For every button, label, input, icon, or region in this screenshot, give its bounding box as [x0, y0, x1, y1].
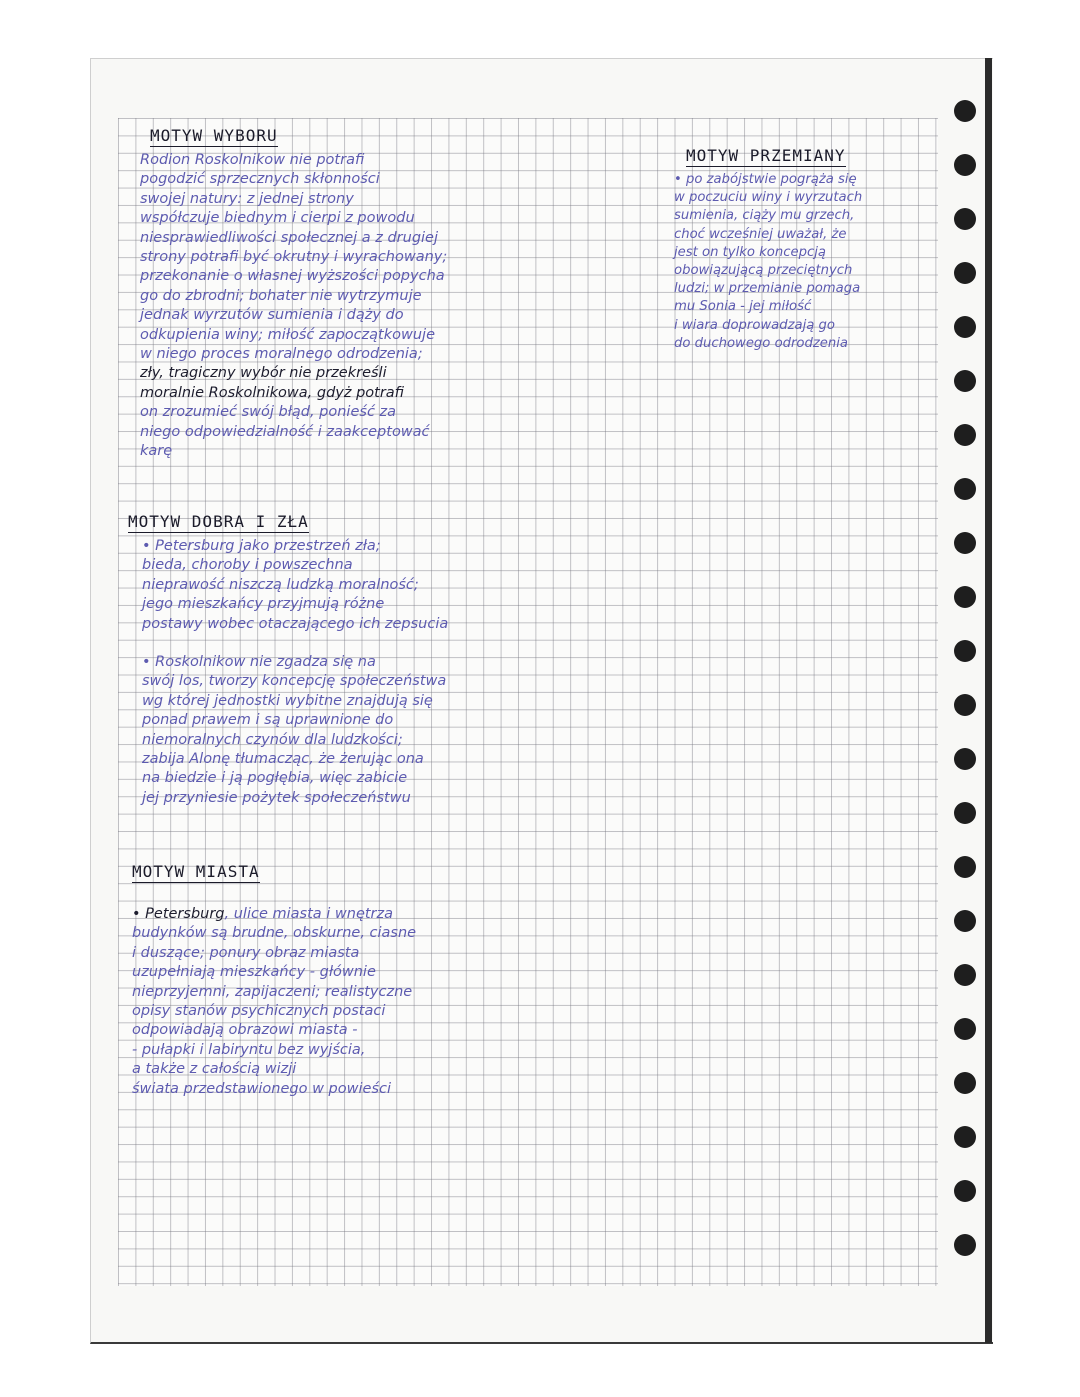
section-body: [132, 905, 416, 1099]
binding-hole: [954, 694, 976, 716]
text-line: , ulice miasta i wnętrza: [224, 906, 394, 922]
text-line: nieprawość niszczą ludzką moralność;: [142, 576, 419, 593]
text-line: Rodion Roskolnikow nie potrafi: [140, 152, 365, 168]
binding-hole: [954, 748, 976, 770]
highlight-line: zły, tragiczny wybór nie przekreśli: [140, 365, 387, 382]
text-line: strony potrafi być okrutny i wyrachowany;: [140, 249, 448, 266]
text-line: jednak wyrzutów sumienia i dąży do: [140, 307, 404, 324]
text-line: jej przyniesie pożytek społeczeństwu: [142, 789, 411, 806]
binding-hole: [954, 370, 976, 392]
section-heading: MOTYW PRZEMIANY: [686, 146, 846, 165]
text-line: świata przedstawionego w powieści: [132, 1080, 391, 1097]
highlight-word: • Petersburg: [132, 906, 225, 922]
binding-hole: [954, 1234, 976, 1256]
binding-hole: [954, 262, 976, 284]
text-line: odkupienia winy; miłość zapoczątkowuje: [140, 326, 435, 343]
text-line: on zrozumieć swój błąd, ponieść za: [140, 404, 397, 421]
section-motyw-miasta: [132, 862, 416, 1099]
section-motyw-wyboru: [140, 126, 447, 462]
section-motyw-przemiany: [674, 146, 862, 353]
text-line: • Roskolnikow nie zgadza się na: [142, 654, 376, 671]
section-body: [674, 171, 862, 353]
section-body: [142, 537, 448, 808]
text-line: i wiara doprowadzają go: [674, 317, 835, 333]
text-line: budynków są brudne, obskurne, ciasne: [132, 925, 417, 942]
text-line: uzupełniają mieszkańcy - głównie: [132, 964, 376, 981]
text-line: • po zabójstwie pogrąża się: [674, 172, 857, 187]
binding-hole: [954, 208, 976, 230]
binding-hole: [954, 1126, 976, 1148]
binding-hole: [954, 856, 976, 878]
binding-hole: [954, 1072, 976, 1094]
binding-hole: [954, 1018, 976, 1040]
paragraph-gap: [142, 634, 448, 653]
text-line: nieprzyjemni, zapijaczeni; realistyczne: [132, 983, 413, 1000]
text-line: go do zbrodni; bohater nie wytrzymuje: [140, 287, 422, 304]
spiral-holes: [948, 98, 988, 1298]
text-line: postawy wobec otaczającego ich zepsucia: [142, 615, 449, 632]
section-body: [140, 151, 447, 462]
binding-hole: [954, 424, 976, 446]
binding-hole: [954, 964, 976, 986]
binding-hole: [954, 1180, 976, 1202]
text-line: jest on tylko koncepcją: [674, 244, 826, 260]
text-line: - pułapki i labiryntu bez wyjścia,: [132, 1041, 366, 1058]
text-line: ludzi; w przemianie pomaga: [674, 281, 861, 297]
text-line: niemoralnych czynów dla ludzkości;: [142, 731, 403, 748]
text-line: swojej natury: z jednej strony: [140, 190, 354, 207]
text-line: współczuje biednym i cierpi z powodu: [140, 210, 415, 227]
text-line: do duchowego odrodzenia: [674, 335, 849, 351]
text-line: swój los, tworzy koncepcję społeczeństwa: [142, 673, 447, 690]
text-line: ponad prawem i są uprawnione do: [142, 712, 394, 729]
binding-hole: [954, 154, 976, 176]
section-motyw-dobra-i-zla: [128, 512, 448, 808]
text-line: jego mieszkańcy przyjmują różne: [142, 596, 385, 613]
section-heading: MOTYW MIASTA: [132, 862, 260, 881]
binding-hole: [954, 640, 976, 662]
binding-hole: [954, 478, 976, 500]
text-line: niesprawiedliwości społecznej a z drugiej: [140, 229, 439, 246]
text-line: niego odpowiedzialność i zaakceptować: [140, 423, 430, 440]
text-line: karę: [140, 443, 173, 460]
text-line: obowiązującą przeciętnych: [674, 263, 853, 279]
section-heading: MOTYW WYBORU: [150, 126, 278, 145]
text-line: odpowiadają obrazowi miasta -: [132, 1022, 358, 1039]
text-line: a także z całością wizji: [132, 1061, 297, 1078]
binding-hole: [954, 316, 976, 338]
text-line: bieda, choroby i powszechna: [142, 557, 353, 574]
binding-hole: [954, 586, 976, 608]
highlight-line: moralnie Roskolnikowa, gdyż potrafi: [140, 384, 405, 401]
text-line: wg której jednostki wybitne znajdują się: [142, 692, 433, 709]
text-line: • Petersburg jako przestrzeń zła;: [142, 538, 381, 554]
text-line: opisy stanów psychicznych postaci: [132, 1003, 386, 1020]
text-line: mu Sonia - jej miłość: [674, 299, 812, 315]
text-line: sumienia, ciąży mu grzech,: [674, 208, 855, 224]
text-line: w niego proces moralnego odrodzenia;: [140, 346, 423, 363]
binding-hole: [954, 910, 976, 932]
text-line: przekonanie o własnej wyższości popycha: [140, 268, 445, 285]
text-line: i duszące; ponury obraz miasta: [132, 944, 360, 961]
text-line: pogodzić sprzecznych skłonności: [140, 171, 380, 188]
text-line: zabija Alonę tłumacząc, że żerując ona: [142, 751, 424, 768]
text-line: choć wcześniej uważał, że: [674, 226, 847, 242]
binding-hole: [954, 100, 976, 122]
text-line: na biedzie i ją pogłębia, więc zabicie: [142, 770, 408, 787]
section-heading: MOTYW DOBRA I ZŁA: [128, 512, 309, 531]
binding-hole: [954, 802, 976, 824]
text-line: w poczuciu winy i wyrzutach: [674, 190, 863, 206]
binding-hole: [954, 532, 976, 554]
